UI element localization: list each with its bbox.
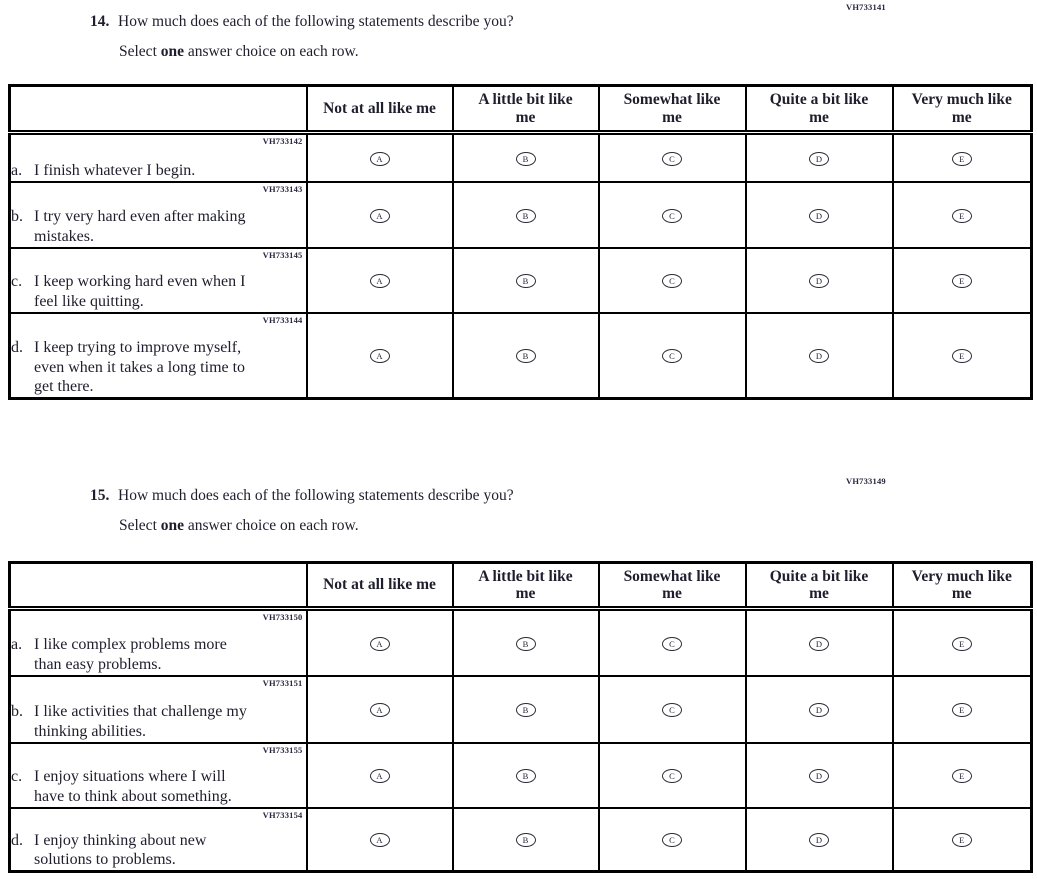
answer-bubble-a[interactable]: A — [370, 703, 390, 717]
question-14-instruction — [119, 43, 359, 62]
statement-cell — [10, 248, 307, 313]
column-header-very-much — [893, 86, 1032, 133]
response-table-q14 — [8, 84, 1033, 400]
row-statement: I enjoy thinking about new solutions to problems. — [34, 831, 207, 869]
answer-bubble-b[interactable]: B — [516, 209, 536, 223]
column-header-line: A little bit like — [478, 567, 573, 585]
answer-cell-e[interactable] — [893, 676, 1032, 743]
answer-cell-c[interactable] — [599, 248, 746, 313]
question-15-number: 15. — [90, 487, 110, 504]
answer-bubble-a[interactable]: A — [370, 152, 390, 166]
answer-bubble-a[interactable]: A — [370, 769, 390, 783]
column-header-line: Quite a bit like — [769, 567, 869, 585]
answer-cell-d[interactable] — [746, 313, 893, 399]
column-header-line: me — [515, 585, 536, 602]
answer-cell-c[interactable] — [599, 676, 746, 743]
answer-cell-c[interactable] — [599, 313, 746, 399]
answer-cell-e[interactable] — [893, 248, 1032, 313]
column-header-line: me — [809, 108, 829, 126]
column-header-not-at-all — [307, 86, 453, 133]
answer-cell-b[interactable] — [453, 808, 599, 872]
answer-cell-c[interactable] — [599, 808, 746, 872]
table-row — [10, 676, 1032, 743]
row-code: VH733154 — [262, 809, 303, 820]
column-header-quite-a-bit — [746, 563, 893, 609]
answer-bubble-e[interactable]: E — [952, 152, 972, 166]
row-statement: I keep trying to improve myself, even when it takes a long time to get there. — [34, 339, 246, 396]
table-row — [10, 313, 1032, 399]
row-letter: b. — [11, 703, 23, 721]
table-row — [10, 743, 1032, 808]
column-header-line: me — [662, 585, 682, 602]
answer-cell-d[interactable] — [746, 609, 893, 676]
statement-cell — [10, 743, 307, 808]
answer-bubble-b[interactable]: B — [516, 152, 536, 166]
instruction-suffix: answer choice on each row. — [184, 517, 359, 534]
column-header-line: Very much like — [911, 91, 1012, 109]
corner-cell — [10, 563, 307, 609]
answer-bubble-e[interactable]: E — [952, 703, 972, 717]
answer-bubble-c[interactable]: C — [662, 703, 682, 717]
row-letter: b. — [11, 208, 23, 226]
answer-cell-d[interactable] — [746, 808, 893, 872]
statement-cell — [10, 676, 307, 743]
column-header-very-much — [893, 563, 1032, 609]
answer-cell-e[interactable] — [893, 313, 1032, 399]
answer-cell-b[interactable] — [453, 743, 599, 808]
answer-bubble-c[interactable]: C — [662, 833, 682, 847]
column-header-line: me — [951, 585, 972, 602]
instruction-bold-word: one — [160, 43, 184, 60]
question-14-prompt-line — [90, 13, 514, 32]
answer-cell-a[interactable] — [307, 133, 453, 182]
row-letter: a. — [11, 636, 23, 654]
instruction-prefix: Select — [119, 43, 161, 60]
answer-cell-c[interactable] — [599, 743, 746, 808]
answer-bubble-a[interactable]: A — [370, 349, 390, 363]
answer-cell-e[interactable] — [893, 609, 1032, 676]
column-header-line: Not at all like me — [323, 576, 436, 594]
answer-cell-d[interactable] — [746, 248, 893, 313]
answer-bubble-d[interactable]: D — [809, 769, 829, 783]
answer-bubble-e[interactable]: E — [952, 833, 972, 847]
row-statement: I keep working hard even when I feel like quitting. — [34, 273, 246, 310]
instruction-prefix: Select — [119, 517, 161, 534]
answer-cell-b[interactable] — [453, 133, 599, 182]
answer-bubble-b[interactable]: B — [516, 274, 536, 288]
answer-bubble-d[interactable]: D — [809, 703, 829, 717]
column-header-quite-a-bit — [746, 86, 893, 133]
instruction-suffix: answer choice on each row. — [184, 43, 359, 60]
column-header-line: Somewhat like — [623, 91, 721, 109]
answer-bubble-c[interactable]: C — [662, 274, 682, 288]
answer-cell-a[interactable] — [307, 313, 453, 399]
table-row — [10, 248, 1032, 313]
answer-cell-e[interactable] — [893, 133, 1032, 182]
answer-bubble-c[interactable]: C — [662, 209, 682, 223]
question-15-prompt: How much does each of the following statements describe you? — [118, 487, 514, 504]
answer-cell-e[interactable] — [893, 743, 1032, 808]
row-letter: d. — [11, 831, 23, 849]
row-code: VH733142 — [262, 136, 303, 146]
row-code: VH733151 — [262, 677, 303, 688]
answer-bubble-d[interactable]: D — [809, 152, 829, 166]
question-14-code: VH733141 — [846, 2, 886, 12]
row-statement: I try very hard even after making mistakes. — [34, 208, 246, 245]
answer-bubble-a[interactable]: A — [370, 209, 390, 223]
column-header-little-bit — [453, 563, 599, 609]
answer-cell-b[interactable] — [453, 248, 599, 313]
answer-bubble-b[interactable]: B — [516, 703, 536, 717]
row-letter: a. — [11, 161, 23, 179]
answer-cell-c[interactable] — [599, 133, 746, 182]
answer-bubble-e[interactable]: E — [952, 769, 972, 783]
answer-bubble-c[interactable]: C — [662, 769, 682, 783]
answer-cell-b[interactable] — [453, 182, 599, 248]
answer-cell-a[interactable] — [307, 248, 453, 313]
column-header-little-bit — [453, 86, 599, 133]
column-header-not-at-all — [307, 563, 453, 609]
answer-cell-d[interactable] — [746, 182, 893, 248]
answer-bubble-c[interactable]: C — [662, 152, 682, 166]
row-code: VH733150 — [262, 612, 303, 622]
answer-bubble-b[interactable]: B — [516, 833, 536, 847]
answer-cell-a[interactable] — [307, 609, 453, 676]
answer-bubble-b[interactable]: B — [516, 769, 536, 783]
answer-bubble-d[interactable]: D — [809, 274, 829, 288]
table-row — [10, 182, 1032, 248]
column-header-line: me — [515, 108, 536, 126]
row-code: VH733155 — [262, 744, 303, 755]
answer-cell-e[interactable] — [893, 808, 1032, 872]
question-15-instruction — [119, 517, 359, 536]
answer-bubble-b[interactable]: B — [516, 349, 536, 363]
row-code: VH733145 — [262, 249, 303, 260]
answer-bubble-e[interactable]: E — [952, 209, 972, 223]
column-header-line: Quite a bit like — [769, 91, 869, 109]
answer-bubble-c[interactable]: C — [662, 637, 682, 651]
answer-cell-a[interactable] — [307, 743, 453, 808]
row-statement: I like activities that challenge my thinking abilities. — [34, 703, 247, 740]
answer-bubble-e[interactable]: E — [952, 349, 972, 363]
row-statement: I like complex problems more than easy problems. — [34, 636, 227, 673]
row-code: VH733144 — [262, 314, 303, 325]
row-letter: c. — [11, 273, 23, 291]
row-statement: I enjoy situations where I will have to think about something. — [34, 768, 232, 805]
column-header-line: Not at all like me — [323, 99, 436, 117]
column-header-line: me — [662, 108, 682, 126]
question-15-prompt-line — [90, 487, 514, 506]
answer-bubble-d[interactable]: D — [809, 209, 829, 223]
answer-cell-c[interactable] — [599, 182, 746, 248]
row-code: VH733143 — [262, 183, 303, 194]
answer-cell-b[interactable] — [453, 313, 599, 399]
statement-cell — [10, 808, 307, 872]
statement-cell — [10, 133, 307, 182]
answer-bubble-a[interactable]: A — [370, 637, 390, 651]
answer-bubble-d[interactable]: D — [809, 637, 829, 651]
statement-cell — [10, 313, 307, 399]
statement-cell — [10, 609, 307, 676]
answer-cell-b[interactable] — [453, 676, 599, 743]
answer-cell-a[interactable] — [307, 182, 453, 248]
instruction-bold-word: one — [160, 517, 184, 534]
table-row — [10, 609, 1032, 676]
answer-cell-d[interactable] — [746, 743, 893, 808]
question-14-number: 14. — [90, 13, 110, 30]
answer-bubble-e[interactable]: E — [952, 274, 972, 288]
answer-cell-e[interactable] — [893, 182, 1032, 248]
response-table-q15 — [8, 561, 1033, 873]
column-header-line: me — [809, 585, 829, 602]
question-14-prompt: How much does each of the following statements describe you? — [118, 13, 514, 30]
answer-cell-b[interactable] — [453, 609, 599, 676]
answer-cell-a[interactable] — [307, 676, 453, 743]
statement-cell — [10, 182, 307, 248]
answer-cell-d[interactable] — [746, 676, 893, 743]
column-header-line: A little bit like — [478, 91, 573, 109]
answer-cell-a[interactable] — [307, 808, 453, 872]
row-statement: I finish whatever I begin. — [34, 161, 196, 179]
table-row — [10, 133, 1032, 182]
answer-bubble-b[interactable]: B — [516, 637, 536, 651]
answer-cell-d[interactable] — [746, 133, 893, 182]
answer-cell-c[interactable] — [599, 609, 746, 676]
row-letter: d. — [11, 339, 23, 357]
row-letter: c. — [11, 768, 23, 786]
table-row — [10, 808, 1032, 872]
answer-bubble-c[interactable]: C — [662, 349, 682, 363]
answer-bubble-a[interactable]: A — [370, 833, 390, 847]
column-header-line: me — [951, 108, 972, 126]
corner-cell — [10, 86, 307, 133]
answer-bubble-d[interactable]: D — [809, 833, 829, 847]
column-header-line: Somewhat like — [623, 567, 721, 585]
answer-bubble-a[interactable]: A — [370, 274, 390, 288]
answer-bubble-e[interactable]: E — [952, 637, 972, 651]
column-header-somewhat — [599, 563, 746, 609]
answer-bubble-d[interactable]: D — [809, 349, 829, 363]
column-header-somewhat — [599, 86, 746, 133]
question-15-code: VH733149 — [846, 476, 886, 486]
column-header-line: Very much like — [911, 567, 1012, 585]
